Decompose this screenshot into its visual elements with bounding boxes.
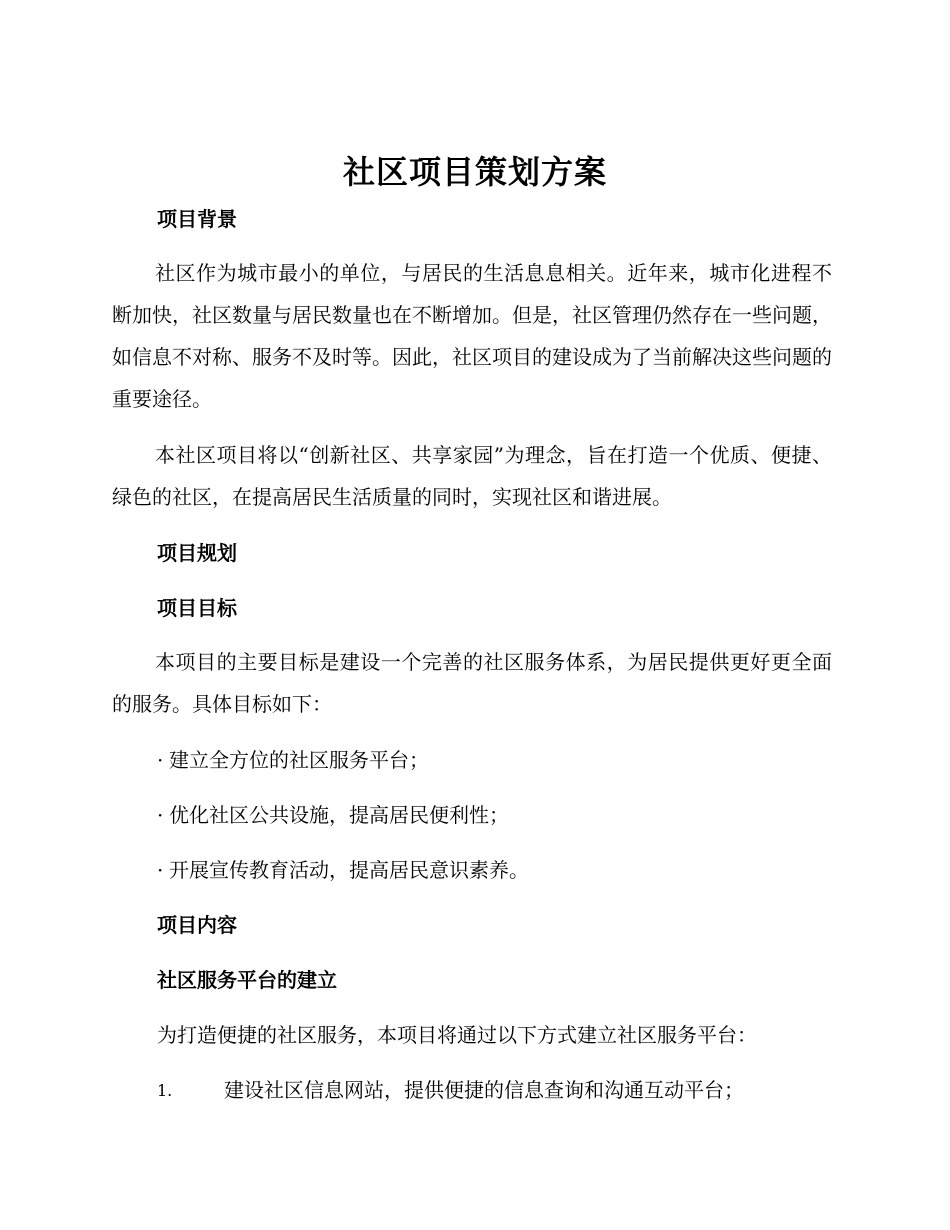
- platform-intro: 为打造便捷的社区服务，本项目将通过以下方式建立社区服务平台：: [157, 1023, 757, 1047]
- heading-background: 项目背景: [157, 207, 237, 231]
- heading-platform: 社区服务平台的建立: [157, 968, 337, 992]
- goal-bullet-text: 开展宣传教育活动，提高居民意识素养。: [169, 858, 529, 882]
- goal-bullet-text: 建立全方位的社区服务平台；: [169, 748, 429, 772]
- numbered-item-number: 1.: [157, 1081, 173, 1100]
- goal-bullet-item: [157, 746, 429, 774]
- bullet-dot: ·: [157, 748, 164, 772]
- bullet-dot: ·: [157, 858, 164, 882]
- goals-paragraph: 本项目的主要目标是建设一个完善的社区服务体系，为居民提供更好更全面的服务。具体目标如下：: [112, 650, 832, 716]
- numbered-item-text: 建设社区信息网站，提供便捷的信息查询和沟通互动平台；: [224, 1078, 744, 1102]
- heading-content: 项目内容: [157, 913, 237, 937]
- heading-goals: 项目目标: [157, 596, 237, 620]
- goal-bullet-text: 优化社区公共设施，提高居民便利性；: [169, 803, 509, 827]
- heading-planning: 项目规划: [157, 541, 237, 565]
- background-paragraph-1: 社区作为城市最小的单位，与居民的生活息息相关。近年来，城市化进程不断加快，社区数量与居民数量也在不断增加。但是，社区管理仍然存在一些问题，如信息不对称、服务不及时等。因此，社区项目的建设成为了当前解决这些问题的重要途径。: [112, 261, 832, 411]
- background-paragraph-2: 本社区项目将以“创新社区、共享家园”为理念，旨在打造一个优质、便捷、绿色的社区，在提高居民生活质量的同时，实现社区和谐进展。: [112, 443, 832, 509]
- goal-bullet-item: [157, 856, 529, 884]
- document-title: 社区项目策划方案: [342, 153, 607, 191]
- goal-bullet-item: [157, 801, 509, 829]
- bullet-dot: ·: [157, 803, 164, 827]
